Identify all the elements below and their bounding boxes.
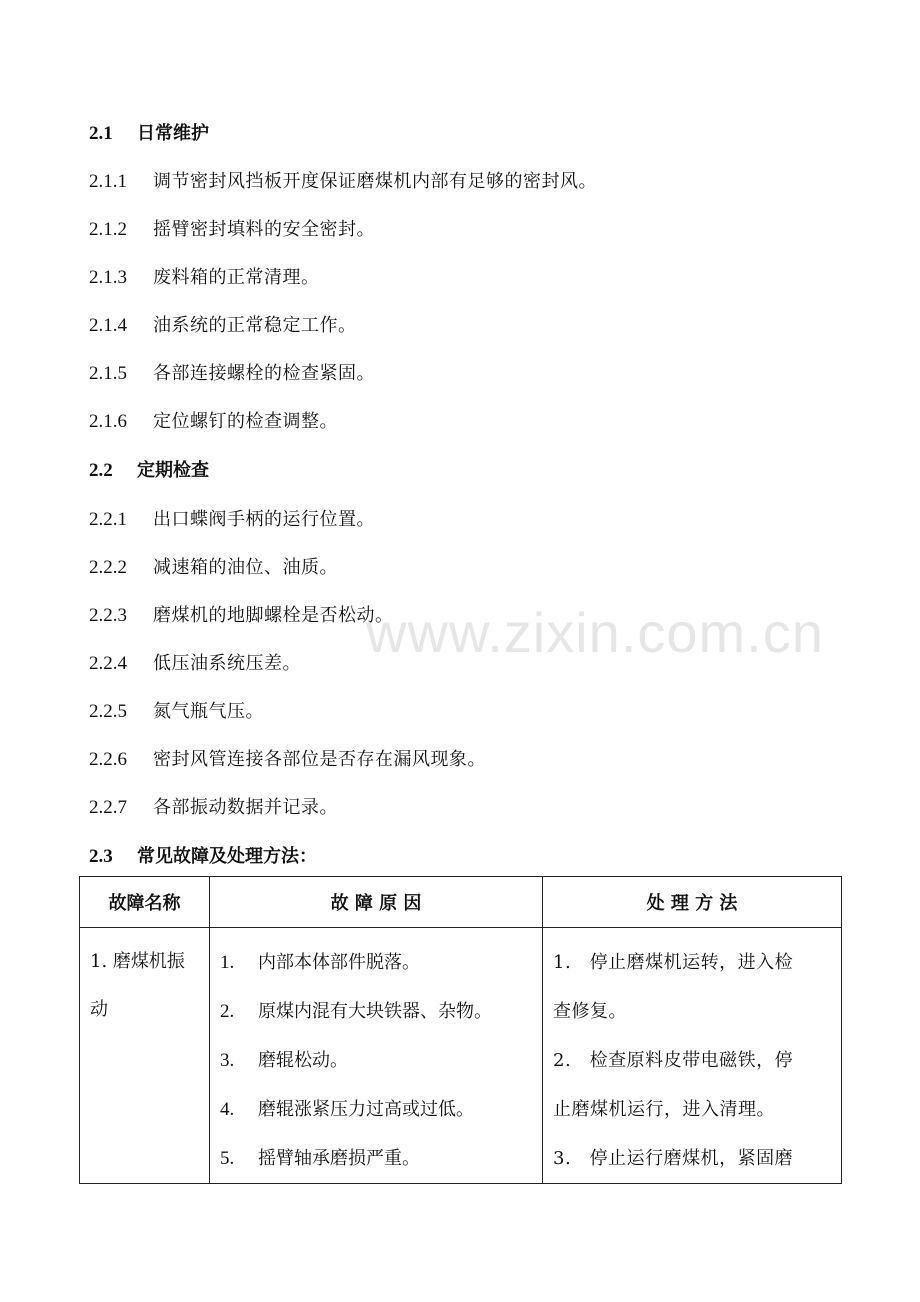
cause-item <box>220 1036 534 1085</box>
cause-item <box>220 938 534 987</box>
item-text: 油系统的正常稳定工作。 <box>153 315 357 336</box>
column-header-fault-name: 故障名称 <box>80 877 210 928</box>
cause-number: 2. <box>220 1001 235 1022</box>
section-heading-2-2 <box>89 456 209 482</box>
section-number: 2.2 <box>89 460 113 481</box>
item-number: 2.1.3 <box>89 267 127 288</box>
watermark: www.zixin.com.cn <box>366 601 824 664</box>
section-number: 2.1 <box>89 123 113 144</box>
list-item <box>89 745 486 771</box>
column-header-method: 处 理 方 法 <box>543 877 842 928</box>
cause-item <box>220 987 534 1036</box>
list-item <box>89 167 597 193</box>
section-heading-2-1 <box>89 119 209 145</box>
cause-item <box>220 1085 534 1134</box>
item-number: 2.1.4 <box>89 315 127 336</box>
item-text: 各部振动数据并记录。 <box>153 797 338 818</box>
item-text: 各部连接螺栓的检查紧固。 <box>153 363 375 384</box>
cause-text: 磨辊涨紧压力过高或过低。 <box>258 1099 474 1120</box>
item-text: 出口蝶阀手柄的运行位置。 <box>153 509 375 530</box>
cause-text: 摇臂轴承磨损严重。 <box>258 1148 420 1169</box>
cause-number: 5. <box>220 1148 235 1169</box>
item-number: 2.2.1 <box>89 509 127 530</box>
item-text: 定位螺钉的检查调整。 <box>153 411 338 432</box>
item-number: 2.2.7 <box>89 797 127 818</box>
list-item <box>89 793 338 819</box>
list-item <box>89 263 320 289</box>
section-title: 日常维护 <box>137 123 209 144</box>
table-cell-causes <box>210 928 543 1184</box>
item-number: 2.1.5 <box>89 363 127 384</box>
cause-number: 4. <box>220 1099 235 1120</box>
item-number: 2.2.2 <box>89 557 127 578</box>
list-item <box>89 359 375 385</box>
section-heading-2-3 <box>89 842 317 868</box>
item-text: 密封风管连接各部位是否存在漏风现象。 <box>153 749 486 770</box>
item-text: 废料箱的正常清理。 <box>153 267 320 288</box>
item-number: 2.2.3 <box>89 605 127 626</box>
cause-text: 磨辊松动。 <box>258 1050 348 1071</box>
section-title: 常见故障及处理方法： <box>137 846 317 867</box>
list-item <box>89 649 301 675</box>
item-text: 氮气瓶气压。 <box>153 701 264 722</box>
list-item <box>89 311 357 337</box>
method-line: 1. 停止磨煤机运转，进入检 <box>553 952 794 973</box>
list-item <box>89 553 338 579</box>
list-item <box>89 407 338 433</box>
list-item <box>89 505 375 531</box>
section-title: 定期检查 <box>137 460 209 481</box>
list-item <box>89 601 394 627</box>
item-number: 2.2.6 <box>89 749 127 770</box>
table-row <box>80 928 842 1184</box>
method-line: 查修复。 <box>553 1001 627 1022</box>
item-text: 减速箱的油位、油质。 <box>153 557 338 578</box>
cause-text: 原煤内混有大块铁器、杂物。 <box>258 1001 492 1022</box>
cause-text: 内部本体部件脱落。 <box>258 952 420 973</box>
fault-name-line: 动 <box>90 999 108 1020</box>
table-header-row <box>80 877 842 928</box>
item-number: 2.1.6 <box>89 411 127 432</box>
cause-item <box>220 1134 534 1183</box>
item-number: 2.2.4 <box>89 653 127 674</box>
fault-name-line: 1. 磨煤机振 <box>90 951 185 972</box>
item-text: 调节密封风挡板开度保证磨煤机内部有足够的密封风。 <box>153 171 597 192</box>
column-header-cause: 故 障 原 因 <box>210 877 543 928</box>
method-line: 2. 检查原料皮带电磁铁，停 <box>553 1050 794 1071</box>
item-text: 摇臂密封填料的安全密封。 <box>153 219 375 240</box>
method-line: 3. 停止运行磨煤机，紧固磨 <box>553 1148 794 1169</box>
section-number: 2.3 <box>89 846 113 867</box>
cause-number: 3. <box>220 1050 235 1071</box>
method-line: 止磨煤机运行，进入清理。 <box>553 1099 775 1120</box>
item-number: 2.1.2 <box>89 219 127 240</box>
cause-number: 1. <box>220 952 235 973</box>
item-number: 2.2.5 <box>89 701 127 722</box>
table-cell-methods <box>543 928 842 1184</box>
list-item <box>89 215 375 241</box>
fault-table <box>79 876 842 1184</box>
item-text: 磨煤机的地脚螺栓是否松动。 <box>153 605 394 626</box>
list-item <box>89 697 264 723</box>
item-text: 低压油系统压差。 <box>153 653 301 674</box>
table-cell-fault-name <box>80 928 210 1184</box>
item-number: 2.1.1 <box>89 171 127 192</box>
